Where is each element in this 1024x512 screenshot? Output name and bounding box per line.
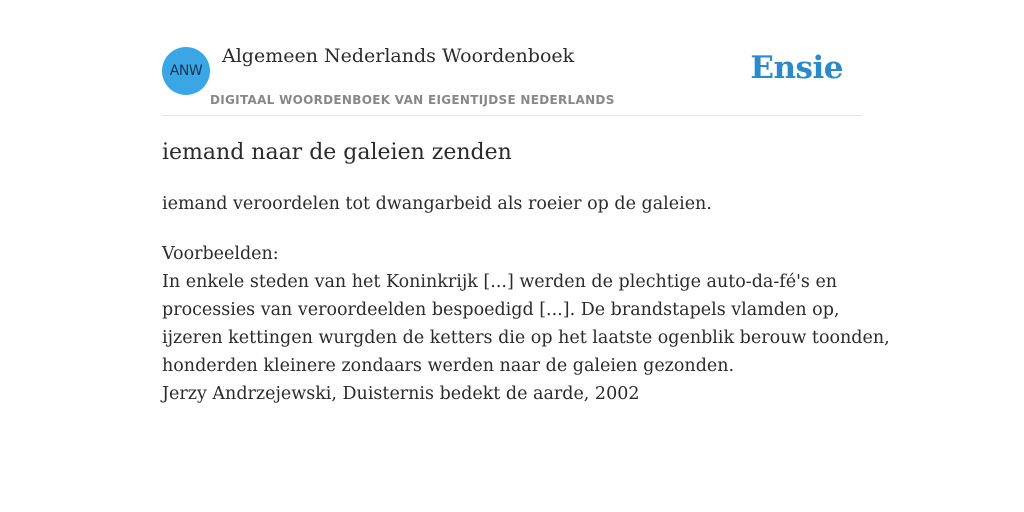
example-line: processies van veroordeelden bespoedigd [...]. De brandstapels vlamden op, xyxy=(162,300,840,320)
site-title[interactable]: Algemeen Nederlands Woordenboek xyxy=(222,45,575,67)
logo-text: ANW xyxy=(169,63,203,79)
example-source: Jerzy Andrzejewski, Duisternis bedekt de aarde, 2002 xyxy=(162,384,640,404)
anw-logo[interactable] xyxy=(162,47,210,95)
entry-definition: iemand veroordelen tot dwangarbeid als roeier op de galeien. xyxy=(162,194,712,214)
page-container xyxy=(162,0,890,512)
example-line: ijzeren kettingen wurgden de ketters die op het laatste ogenblik berouw toonden, xyxy=(162,328,890,348)
site-subtitle: DIGITAAL WOORDENBOEK VAN EIGENTIJDSE NEDERLANDS xyxy=(210,93,615,107)
ensie-logo-link[interactable]: Ensie xyxy=(750,50,843,86)
entry-term: iemand naar de galeien zenden xyxy=(162,140,512,165)
examples-label: Voorbeelden: xyxy=(162,244,279,264)
examples-section xyxy=(162,240,890,408)
header-divider xyxy=(162,115,862,116)
example-line: honderden kleinere zondaars werden naar de galeien gezonden. xyxy=(162,356,735,376)
example-line: In enkele steden van het Koninkrijk [...] werden de plechtige auto-da-fé's en xyxy=(162,272,838,292)
